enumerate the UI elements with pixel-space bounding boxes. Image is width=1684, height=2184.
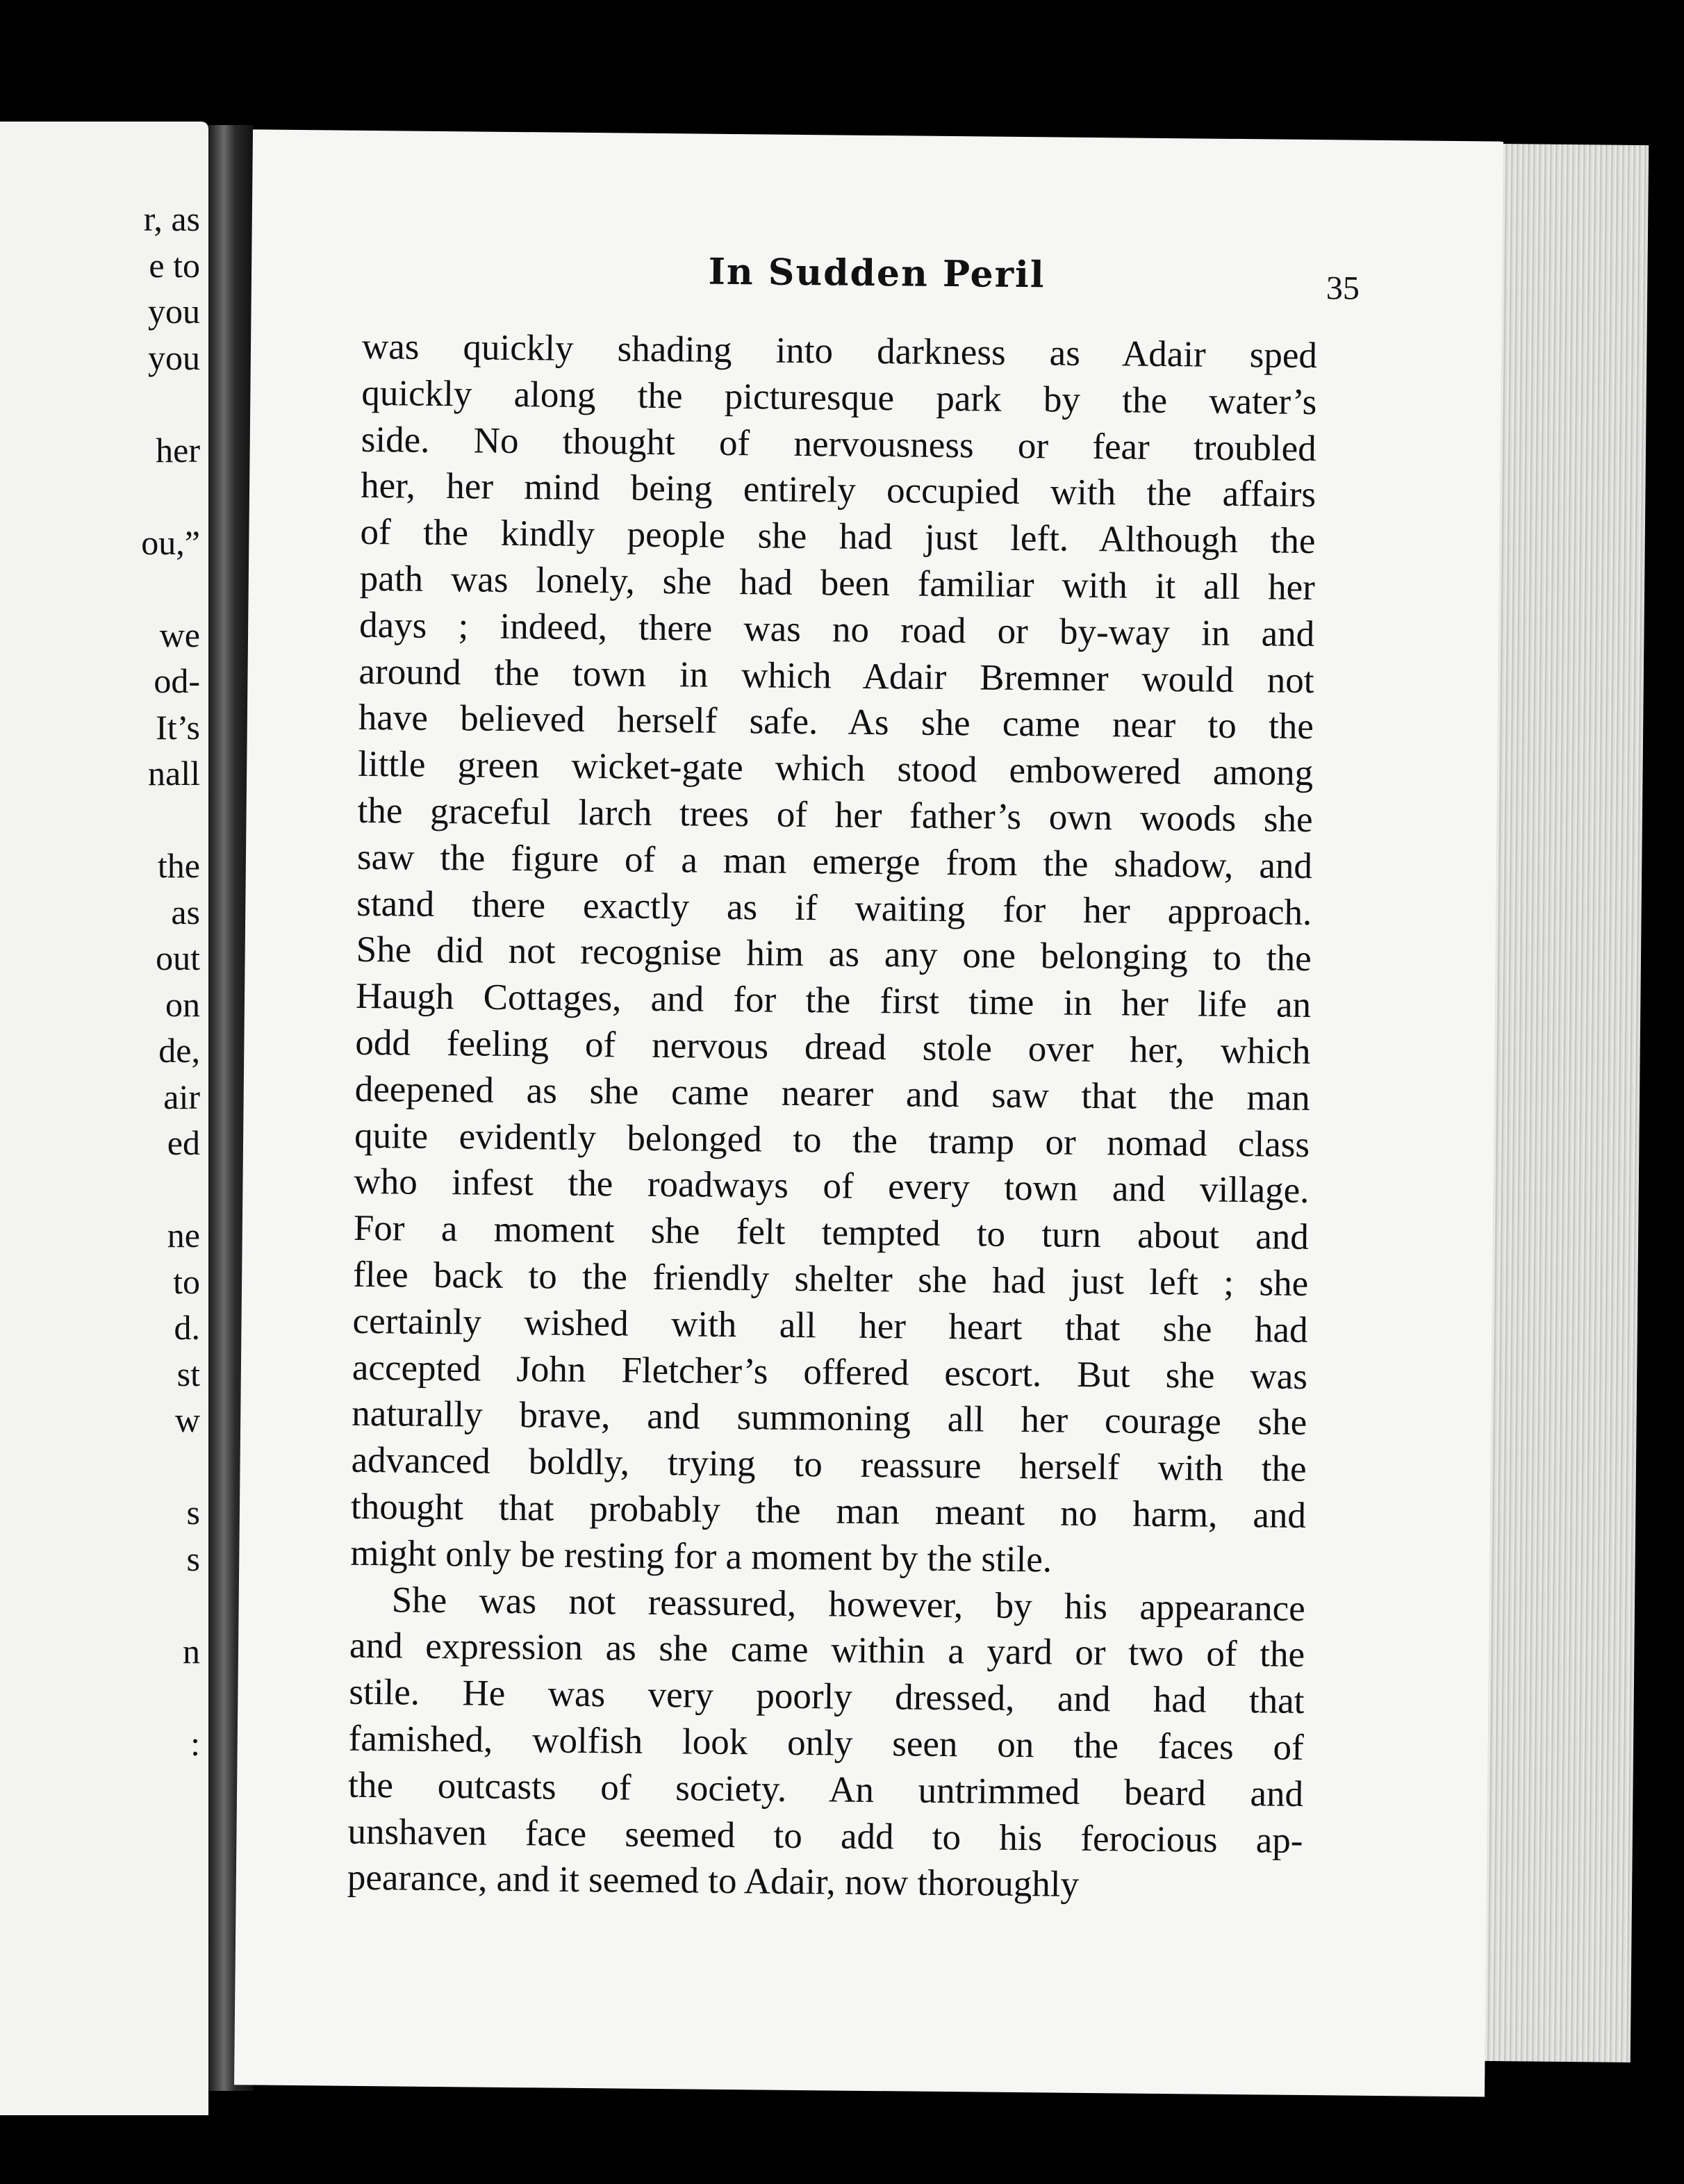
left-page-fragment: nall bbox=[148, 754, 200, 793]
text-line: She did not recognise him as any one belonging to the bbox=[356, 929, 1312, 979]
body-text bbox=[347, 324, 1318, 1910]
left-page-fragment: st bbox=[176, 1354, 200, 1393]
left-page-fragment: It’s bbox=[156, 707, 200, 747]
text-line: naturally brave, and summoning all her courage she bbox=[352, 1393, 1307, 1443]
page-stack-edge bbox=[1485, 144, 1649, 2062]
text-line: path was lonely, she had been familiar with it all her bbox=[359, 558, 1316, 609]
previous-page-strip bbox=[0, 122, 208, 2115]
text-line: the graceful larch trees of her father’s own woods she bbox=[357, 790, 1313, 841]
left-page-fragment: you bbox=[148, 292, 200, 331]
text-line: stile. He was very poorly dressed, and had that bbox=[349, 1671, 1305, 1722]
left-page-fragment: ne bbox=[167, 1216, 200, 1255]
left-page-fragment: w bbox=[174, 1400, 200, 1439]
book-page bbox=[234, 129, 1503, 2096]
text-line: Haugh Cottages, and for the first time in her life an bbox=[355, 975, 1312, 1026]
text-line: around the town in which Adair Bremner would not bbox=[358, 651, 1314, 701]
text-line: pearance, and it seemed to Adair, now thoroughly bbox=[347, 1858, 1080, 1905]
left-page-fragment: the bbox=[157, 846, 200, 885]
running-head: In Sudden Peril bbox=[708, 250, 1046, 297]
text-line: who infest the roadways of every town and village. bbox=[354, 1161, 1310, 1211]
text-line: saw the figure of a man emerge from the shadow, and bbox=[356, 836, 1313, 886]
text-line: her, her mind being entirely occupied with the affairs bbox=[360, 465, 1316, 515]
text-line: She was not reassured, however, by his appearance bbox=[391, 1579, 1305, 1629]
text-line: quickly along the picturesque park by the water’s bbox=[361, 372, 1317, 422]
left-page-fragment: r, as bbox=[143, 199, 200, 238]
left-page-fragment: d. bbox=[174, 1308, 200, 1347]
page-number: 35 bbox=[1326, 270, 1360, 307]
left-page-fragment: as bbox=[171, 892, 200, 932]
left-page-fragment: n bbox=[183, 1631, 200, 1671]
left-page-fragment: out bbox=[156, 938, 200, 977]
left-page-fragment: e to bbox=[149, 245, 200, 285]
left-page-fragment: on bbox=[165, 984, 200, 1024]
left-page-fragment: de, bbox=[158, 1031, 200, 1070]
text-line: was quickly shading into darkness as Adair sped bbox=[361, 326, 1318, 377]
text-line: unshaven face seemed to add to his ferocious ap- bbox=[347, 1811, 1303, 1861]
left-page-fragment: we bbox=[159, 615, 200, 654]
text-line: and expression as she came within a yard or two of the bbox=[349, 1625, 1305, 1676]
left-page-fragment: to bbox=[173, 1261, 200, 1301]
text-line: quite evidently belonged to the tramp or nomad class bbox=[354, 1115, 1310, 1165]
left-page-fragment: : bbox=[190, 1723, 200, 1763]
left-page-fragment: her bbox=[156, 430, 200, 470]
text-line: days ; indeed, there was no road or by-way in and bbox=[358, 604, 1315, 654]
left-page-fragment: ou,” bbox=[141, 522, 200, 562]
text-line: might only be resting for a moment by the stile. bbox=[350, 1532, 1052, 1580]
text-line: the outcasts of society. An untrimmed beard and bbox=[347, 1764, 1304, 1814]
text-line: certainly wished with all her heart that she had bbox=[352, 1300, 1308, 1350]
text-line: of the kindly people she had just left. Although the bbox=[360, 512, 1316, 562]
left-page-fragment: s bbox=[186, 1539, 200, 1578]
text-line: For a moment she felt tempted to turn about and bbox=[353, 1207, 1310, 1258]
text-line: thought that probably the man meant no harm, and bbox=[350, 1486, 1307, 1536]
left-page-fragment: ed bbox=[167, 1123, 200, 1162]
left-page-fragment: od- bbox=[154, 661, 200, 700]
left-page-fragment: s bbox=[186, 1493, 200, 1532]
text-line: little green wicket-gate which stood embowered among bbox=[357, 744, 1314, 794]
text-line: famished, wolfish look only seen on the faces of bbox=[348, 1718, 1305, 1768]
text-line: stand there exactly as if waiting for her approach. bbox=[356, 883, 1312, 933]
text-line: odd feeling of nervous dread stole over her, which bbox=[355, 1022, 1311, 1072]
text-line: have believed herself safe. As she came near to the bbox=[358, 697, 1314, 747]
text-line: deepened as she came nearer and saw that the man bbox=[354, 1068, 1311, 1118]
left-page-fragment: you bbox=[148, 338, 200, 377]
text-line: side. No thought of nervousness or fear troubled bbox=[361, 419, 1316, 469]
text-line: flee back to the friendly shelter she had just left ; she bbox=[352, 1254, 1309, 1304]
text-line: accepted John Fletcher’s offered escort. But she was bbox=[352, 1347, 1308, 1397]
left-page-fragment: air bbox=[163, 1077, 200, 1116]
text-line: advanced boldly, trying to reassure herself with the bbox=[351, 1439, 1307, 1490]
